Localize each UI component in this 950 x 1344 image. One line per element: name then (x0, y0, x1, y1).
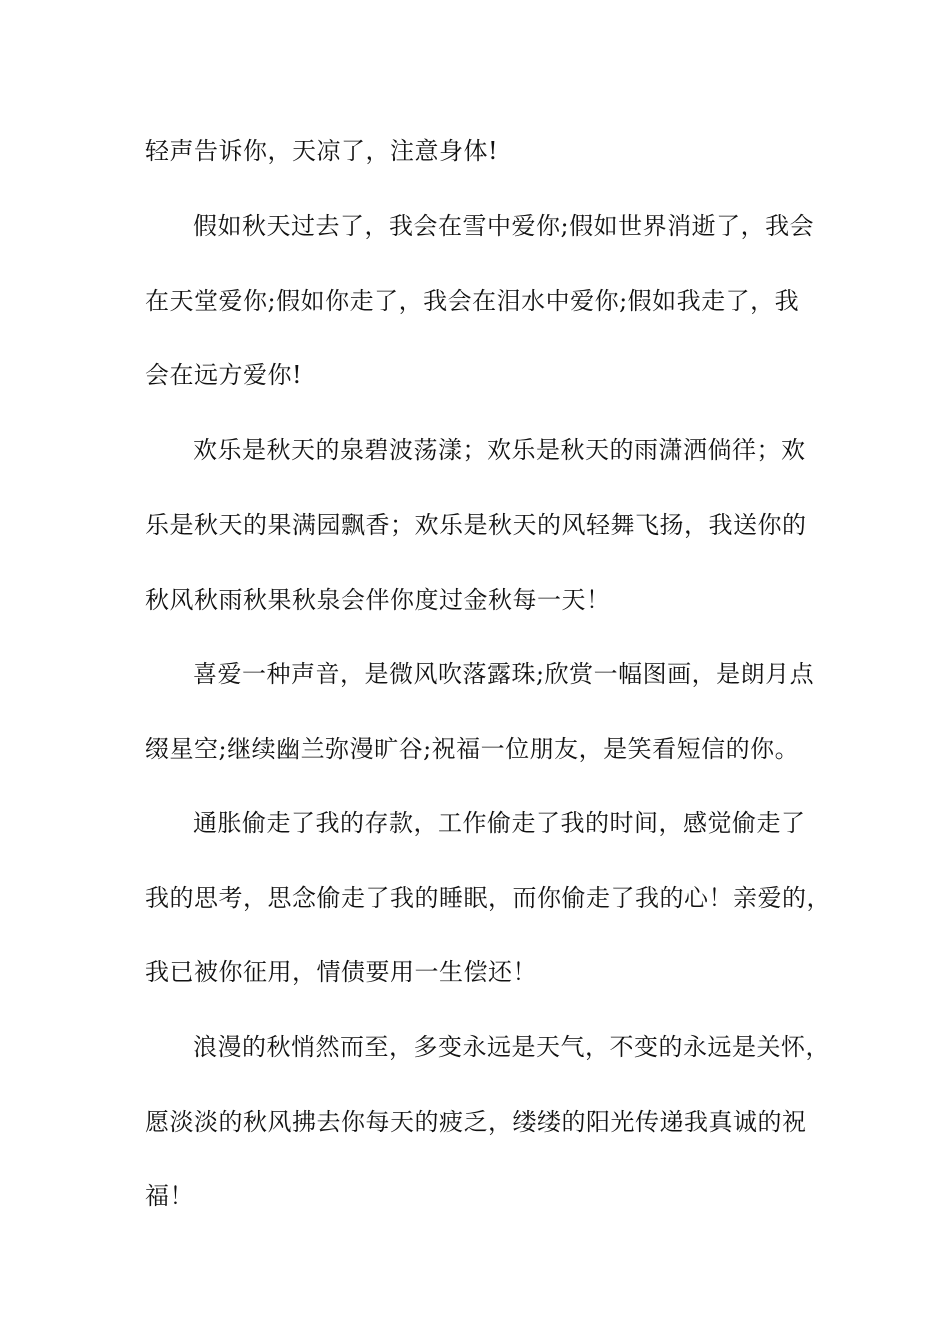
text-line: 我已被你征用，情债要用一生偿还！ (145, 958, 537, 986)
text-line: 乐是秋天的果满园飘香；欢乐是秋天的风轻舞飞扬，我送你的 (145, 511, 807, 539)
paragraph-first-line: 通胀偷走了我的存款，工作偷走了我的时间，感觉偷走了 (193, 809, 806, 837)
text-line: 会在远方爱你! (145, 361, 303, 389)
paragraph-first-line: 浪漫的秋悄然而至，多变永远是天气，不变的永远是关怀， (193, 1033, 830, 1061)
text-line: 缀星空;继续幽兰弥漫旷谷;祝福一位朋友，是笑看短信的你。 (145, 735, 800, 763)
text-line: 秋风秋雨秋果秋泉会伴你度过金秋每一天！ (145, 586, 611, 614)
paragraph-first-line: 假如秋天过去了，我会在雪中爱你;假如世界消逝了，我会 (193, 212, 815, 240)
text-line: 愿淡淡的秋风拂去你每天的疲乏，缕缕的阳光传递我真诚的祝 (145, 1108, 807, 1136)
text-line: 轻声告诉你，天凉了，注意身体! (145, 137, 499, 165)
text-line: 我的思考，思念偷走了我的睡眠，而你偷走了我的心！亲爱的， (145, 884, 831, 912)
paragraph-first-line: 欢乐是秋天的泉碧波荡漾；欢乐是秋天的雨潇洒倘徉；欢 (193, 436, 806, 464)
paragraph-first-line: 喜爱一种声音，是微风吹落露珠;欣赏一幅图画，是朗月点 (193, 660, 815, 688)
text-line: 在天堂爱你;假如你走了，我会在泪水中爱你;假如我走了，我 (145, 287, 800, 315)
text-line: 福！ (145, 1182, 194, 1210)
